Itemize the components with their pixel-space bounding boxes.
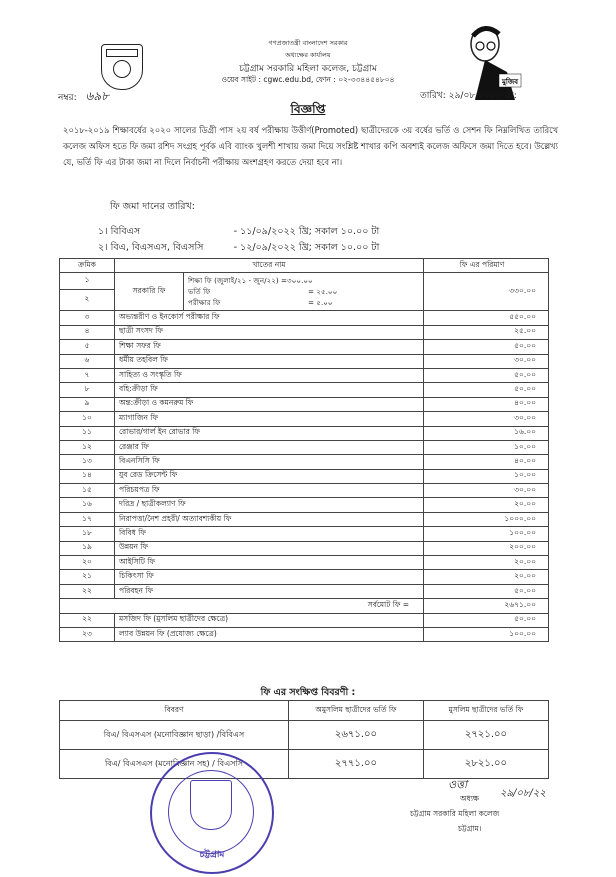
seal-shield [190, 780, 232, 830]
seal-text: চট্টগ্রাম [199, 850, 225, 860]
table-row: ১ সরকারি ফি শিক্ষা ফি (জুলাই/২১ - জুন/২২) =৩০০.০০ ভর্তি ফি = ২৫.০০ পরীক্ষার ফি = ৫.০০ ৩৩০.০০ [60, 273, 549, 290]
total-amount: ২৬৭১.০০ [424, 599, 549, 613]
total-label: সর্বমোট ফি = [60, 599, 424, 613]
fee-table-header [60, 259, 549, 273]
table-row: ১১ রোভার/গার্ল ইন রোভার ফি ১৬.০০ [60, 426, 549, 440]
table-row: ৩ অভ্যন্তরীণ ও ইনকোর্স পরীক্ষার ফি ৫৫০.০০ [60, 311, 549, 325]
signatory-college: চট্টগ্রাম সরকারি মহিলা কলেজ [410, 809, 500, 818]
signature-scribble: ওত্তা [448, 778, 468, 791]
table-row: ১৯ উন্নয়ন ফি ২০০.০০ [60, 541, 549, 555]
fee-table [59, 258, 549, 642]
summary-col-desc: বিবরণ [60, 701, 289, 721]
table-row: ২ [60, 290, 549, 311]
table-row: ১৫ পরিচয়পত্র ফি ৩০.০০ [60, 484, 549, 498]
summary-title: ফি এর সংক্ষিপ্ত বিবরণী : [260, 687, 356, 698]
summary-table [59, 700, 549, 779]
summary-row: বিএ/ বিএসএস (মনোবিজ্ঞান সহ) / বিএসসি ২৭৭১.০০ ২৮২১.০০ [60, 750, 549, 779]
govt-line: গণপ্রজাতন্ত্রী বাংলাদেশ সরকার [268, 39, 348, 47]
schedule-heading: ফি জমা দানের তারিখ: [110, 201, 195, 212]
ref-value: ৬৯৮ [85, 89, 109, 103]
table-row: ১৮ বিবিধ ফি ১০০.০০ [60, 527, 549, 541]
table-row: ৭ সাহিত্য ও সংস্কৃতি ফি ৫০.০০ [60, 368, 549, 382]
col-name: খাতের নাম [115, 259, 424, 273]
table-row: ২৩ ল্যাব উন্নয়ন ফি (প্রযোজ্য ক্ষেত্রে) ১০০.০০ [60, 627, 549, 641]
notice-body: ২০১৮-২০১৯ শিক্ষাবর্ষের ২০২০ সালের ডিগ্রী পাস ২য় বর্ষ পরীক্ষায় উত্তীর্ণ(Promoted) ছাত্রীদেরকে ৩য় বর্ষের ভর্তি ও সেশন ফি নিম্নলিখিত তারিখে কলেজ অফিস হতে ফি জমা রশিদ সংগ্রহ পূর্বক এবি ব্যাংক খুলশী শাখায় জমা দিয়ে সংশ্লিষ্ট শাখার কপি অবশ্যই কলেজ অফিসে জমা দিতে হবে। উল্লেখ্য যে, ভর্তি ফি এর টাকা জমা না দিলে নির্বাচনী পরীক্ষায় অংশগ্রহণ করতে দেয়া হবে না। [63, 125, 558, 167]
signature-date: ২৯/০৮/২২ [500, 788, 546, 799]
table-row: ৪ ছাত্রী সংসদ ফি ২৫.০০ [60, 325, 549, 339]
table-row: ৫ শিক্ষা সফর ফি ৫০.০০ [60, 340, 549, 354]
contact-line: ওয়েব সাইট : cgwc.edu.bd, ফোন : ০২-৩৩৪৪৫৪৮০৪ [221, 75, 395, 84]
date-label: তারিখ: [420, 91, 446, 101]
summary-row: বিএ/ বিএসএস (মনোবিজ্ঞান ছাড়া) /বিবিএস ২৬৭১.০০ ২৭২১.০০ [60, 721, 549, 750]
table-row: ১৬ দরিদ্র / ছাত্রীকল্যাণ ফি ২০.০০ [60, 498, 549, 512]
ref-label: নম্বর: [58, 93, 77, 103]
table-row: ২১ চিকিৎসা ফি ২০.০০ [60, 570, 549, 584]
college-seal [150, 752, 274, 874]
schedule-item: ১। বিবিএস - ১১/০৯/২০২২ খ্রি; সকাল ১০.০০ টা [98, 226, 380, 237]
table-row: ১২ রেঞ্জার ফি ১০.০০ [60, 440, 549, 454]
govt-fee-label: সরকারি ফি [115, 273, 184, 311]
table-row: ৬ ধর্মীয় তহবিল ফি ৩০.০০ [60, 354, 549, 368]
portrait-caption: মুজিব [501, 78, 519, 86]
govt-fee-amount: ৩৩০.০০ [424, 273, 549, 311]
signatory-city: চট্টগ্রাম। [458, 824, 482, 833]
summary-col-non-muslim: অমুসলিম ছাত্রীদের ভর্তি ফি [289, 701, 424, 721]
table-row: ৯ অন্ত:ক্রীড়া ও কমনরুম ফি ৪০.০০ [60, 397, 549, 411]
total-row [60, 599, 549, 613]
table-row: ২০ আইসিটি ফি ২০.০০ [60, 556, 549, 570]
summary-col-muslim: মুসলিম ছাত্রীদের ভর্তি ফি [423, 701, 548, 721]
table-row: ১০ ম্যাগাজিন ফি ৩০.০০ [60, 412, 549, 426]
col-amount: ফি এর পরিমাণ [424, 259, 549, 273]
govt-fee-breakdown: শিক্ষা ফি (জুলাই/২১ - জুন/২২) =৩০০.০০ ভর্তি ফি = ২৫.০০ পরীক্ষার ফি = ৫.০০ [184, 273, 424, 311]
table-row: ২২ মসজিদ ফি (মুসলিম ছাত্রীদের ক্ষেত্রে) ৫০.০০ [60, 613, 549, 627]
table-row: ১৩ বিএনসিসি ফি ৪০.০০ [60, 455, 549, 469]
signatory-title: অধ্যক্ষ [460, 794, 479, 803]
office-line: অধ্যক্ষের কার্যালয় [285, 51, 331, 59]
table-row: ১৪ যুব রেড ক্রিসেন্ট ফি ১০.০০ [60, 469, 549, 483]
col-sl: ক্রমিক [60, 259, 115, 273]
notice-title: বিজ্ঞপ্তি [290, 102, 326, 116]
table-row: ৮ বহি:ক্রীড়া ফি ৫০.০০ [60, 383, 549, 397]
college-name: চট্টগ্রাম সরকারি মহিলা কলেজ, চট্টগ্রাম [239, 64, 377, 74]
table-row: ২২ পরিবহন ফি ৫০.০০ [60, 584, 549, 598]
summary-header [60, 701, 549, 721]
date-value: ২৯/০৮/২০২২ খ্রী: [448, 91, 517, 101]
table-row: ১৭ নিরাপত্তা/নৈশ প্রহরী/ অত্যাবশ্যকীয় ফি ১০০০.০০ [60, 512, 549, 526]
schedule-item: ২। বিএ, বিএসএস, বিএসসি - ১২/০৯/২০২২ খ্রি; সকাল ১০.০০ টা [98, 242, 380, 253]
